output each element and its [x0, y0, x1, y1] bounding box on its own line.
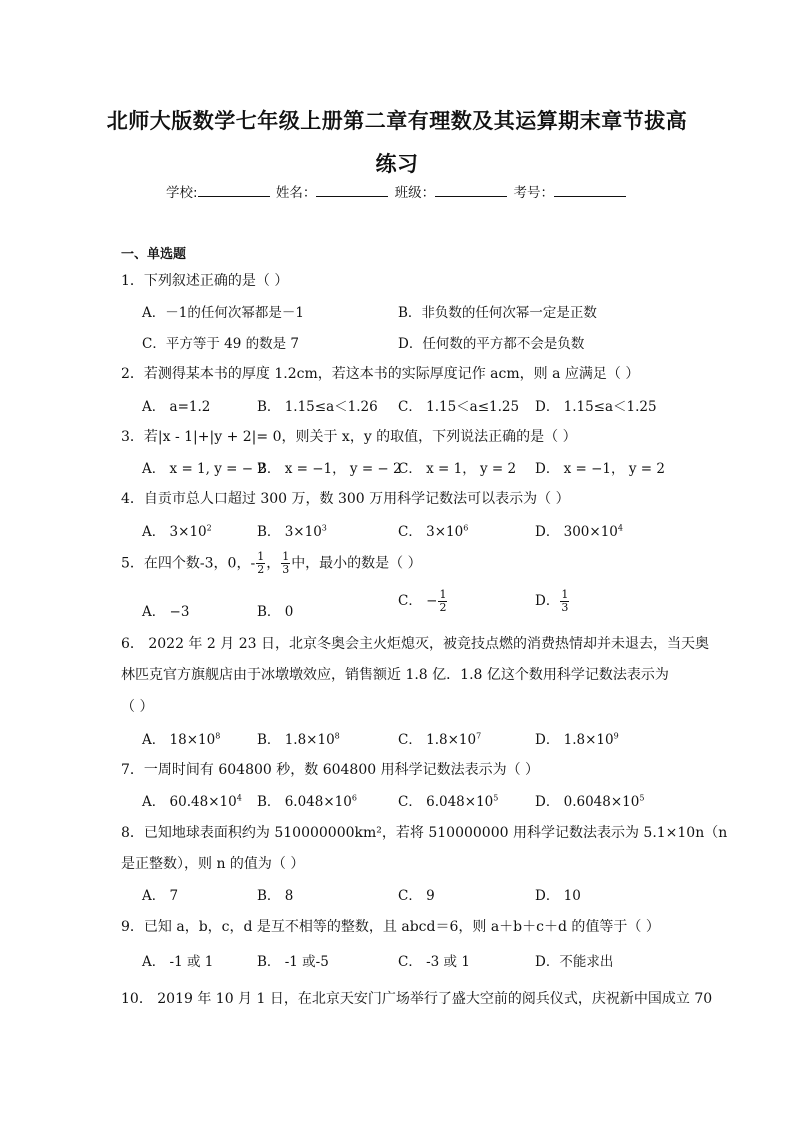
- q7-option-c[interactable]: [398, 790, 498, 810]
- q2-option-b[interactable]: B． 1.15≤a＜1.26: [257, 399, 378, 415]
- question-2-stem: 2．若测得某本书的厚度 1.2cm，若这本书的实际厚度记作 acm，则 a 应满足（ ）: [121, 366, 640, 382]
- exam-no-blank[interactable]: [554, 184, 626, 197]
- class-label: 班级：: [394, 185, 436, 201]
- q6-option-b[interactable]: [257, 728, 340, 748]
- q8-option-b[interactable]: B． 8: [257, 888, 294, 904]
- q4-option-a[interactable]: [142, 520, 212, 540]
- question-6-line-1: 6． 2022 年 2 月 23 日，北京冬奥会主火炬熄灭，被竞技点燃的消费热情却并未退去，当天奥: [121, 636, 709, 652]
- section-heading: 一、单选题: [121, 247, 187, 262]
- question-8-options: [142, 884, 702, 904]
- q3-option-b[interactable]: B． x = −1， y = − 2: [257, 461, 402, 477]
- question-5-stem: [121, 551, 422, 576]
- question-3-options: [142, 457, 702, 477]
- name-label: 姓名：: [275, 185, 317, 201]
- q2-option-a[interactable]: A． a=1.2: [142, 399, 211, 415]
- question-6-line-3: （ ）: [121, 699, 154, 715]
- q7-option-d[interactable]: [535, 790, 644, 810]
- name-blank[interactable]: [316, 184, 388, 197]
- question-6-options: [142, 728, 702, 748]
- q2-option-c[interactable]: C． 1.15＜a≤1.25: [398, 399, 520, 415]
- q4-a-text: A． 3×10: [142, 524, 207, 540]
- q8-option-c[interactable]: C． 9: [398, 888, 435, 904]
- question-9-stem: 9．已知 a，b，c，d 是互不相等的整数，且 abcd＝6，则 a＋b＋c＋d 的值等于（ ）: [121, 919, 660, 935]
- q7-option-b[interactable]: [257, 790, 357, 810]
- q4-b-text: B． 3×10: [257, 524, 322, 540]
- q5-fraction-2: $\frac{1}{3}$: [282, 550, 290, 576]
- question-2-options: [142, 395, 702, 415]
- school-blank[interactable]: [198, 184, 270, 197]
- school-label: 学校:: [166, 185, 198, 201]
- question-4-stem: 4．自贡市总人口超过 300 万，数 300 万用科学记数法可以表示为（ ）: [121, 491, 570, 507]
- question-6-line-2: 林匹克官方旗舰店由于冰墩墩效应，销售额近 1.8 亿．1.8 亿这个数用科学记数法表示为: [121, 667, 669, 683]
- q7-option-a[interactable]: [142, 790, 242, 810]
- q6-option-a[interactable]: [142, 728, 220, 748]
- q4-d-exp: 4: [617, 523, 623, 533]
- q5-c-text: C． −: [398, 593, 438, 609]
- q7-d-exp: 5: [639, 793, 645, 803]
- q5-option-d[interactable]: [535, 589, 570, 614]
- q6-a-text: A． 18×10: [142, 732, 216, 748]
- question-5-options: [142, 588, 702, 620]
- q4-option-d[interactable]: [535, 520, 623, 540]
- question-3-stem: 3．若|x - 1|+|y + 2|= 0，则关于 x，y 的取值，下列说法正确的是（ ）: [121, 429, 577, 445]
- q4-option-b[interactable]: [257, 520, 327, 540]
- q5-sep: ，: [266, 555, 281, 572]
- q5-d-text: D．: [535, 593, 560, 609]
- q1-option-a[interactable]: A．－1的任何次幂都是－1: [142, 305, 304, 321]
- question-4-options: [142, 520, 702, 540]
- q1-option-d[interactable]: D．任何数的平方都不会是负数: [398, 336, 585, 352]
- question-8-line-2: 是正整数），则 n 的值为（ ）: [121, 856, 305, 872]
- q7-a-exp: 4: [236, 793, 242, 803]
- question-7-options: [142, 790, 702, 810]
- q9-option-a[interactable]: A． -1 或 1: [142, 954, 214, 970]
- q5-d-fraction: $\frac{1}{3}$: [561, 588, 569, 614]
- q6-d-text: D． 1.8×10: [535, 732, 614, 748]
- exam-no-label: 考号：: [513, 185, 554, 201]
- q1-option-b[interactable]: B．非负数的任何次幂一定是正数: [398, 305, 597, 321]
- q4-c-text: C． 3×10: [398, 524, 464, 540]
- q5-option-c[interactable]: [398, 589, 448, 614]
- q6-c-exp: 7: [476, 731, 482, 741]
- q2-option-d[interactable]: D． 1.15≤a＜1.25: [535, 399, 657, 415]
- q4-d-text: D． 300×10: [535, 524, 618, 540]
- question-10-line-1: 10． 2019 年 10 月 1 日，在北京天安门广场举行了盛大空前的阅兵仪式，庆祝新中国成立 70: [121, 991, 713, 1007]
- document-title-line-2: 练习: [375, 152, 419, 176]
- q5-option-b[interactable]: B． 0: [257, 604, 294, 620]
- q6-d-exp: 9: [613, 731, 619, 741]
- student-info-row: [0, 181, 794, 201]
- q3-option-d[interactable]: D． x = −1， y = 2: [535, 461, 665, 477]
- q5-fraction-1: $\frac{1}{2}$: [257, 550, 265, 576]
- q5-stem-pre: 5．在四个数-3，0，-: [121, 555, 256, 572]
- q6-b-text: B． 1.8×10: [257, 732, 335, 748]
- q9-option-c[interactable]: C． -3 或 1: [398, 954, 470, 970]
- q7-b-exp: 6: [351, 793, 357, 803]
- q8-option-a[interactable]: A． 7: [142, 888, 179, 904]
- q5-stem-post: 中，最小的数是（ ）: [291, 555, 422, 572]
- q6-c-text: C． 1.8×10: [398, 732, 477, 748]
- q6-a-exp: 8: [215, 731, 221, 741]
- question-8-line-1: 8．已知地球表面积约为 510000000km²，若将 510000000 用科学记数法表示为 5.1×10n（n: [121, 825, 728, 841]
- question-9-options: [142, 950, 702, 970]
- q7-b-text: B． 6.048×10: [257, 794, 352, 810]
- question-1-options-row-2: [142, 332, 702, 352]
- q4-option-c[interactable]: [398, 520, 468, 540]
- q7-c-exp: 5: [493, 793, 499, 803]
- q7-d-text: D． 0.6048×10: [535, 794, 640, 810]
- q5-c-fraction: $\frac{1}{2}$: [439, 588, 447, 614]
- q5-option-a[interactable]: A． −3: [142, 604, 190, 620]
- q9-option-b[interactable]: B． -1 或-5: [257, 954, 329, 970]
- q6-option-c[interactable]: [398, 728, 481, 748]
- q9-option-d[interactable]: D．不能求出: [535, 954, 614, 970]
- question-1-options-row-1: [142, 301, 702, 321]
- question-1-stem: 1．下列叙述正确的是（ ）: [121, 273, 289, 289]
- q1-option-c[interactable]: C．平方等于 49 的数是 7: [142, 336, 299, 352]
- q4-a-exp: 2: [206, 523, 212, 533]
- q3-option-c[interactable]: C． x = 1， y = 2: [398, 461, 517, 477]
- q3-option-a[interactable]: A． x = 1, y = − 2: [142, 461, 266, 477]
- q4-c-exp: 6: [463, 523, 469, 533]
- q4-b-exp: 3: [321, 523, 327, 533]
- q7-a-text: A． 60.48×10: [142, 794, 237, 810]
- q6-option-d[interactable]: [535, 728, 619, 748]
- q7-c-text: C． 6.048×10: [398, 794, 494, 810]
- q6-b-exp: 8: [334, 731, 340, 741]
- class-blank[interactable]: [435, 184, 507, 197]
- document-title-line-1: 北师大版数学七年级上册第二章有理数及其运算期末章节拔高: [106, 109, 688, 133]
- q8-option-d[interactable]: D． 10: [535, 888, 581, 904]
- question-7-stem: 7．一周时间有 604800 秒，数 604800 用科学记数法表示为（ ）: [121, 762, 540, 778]
